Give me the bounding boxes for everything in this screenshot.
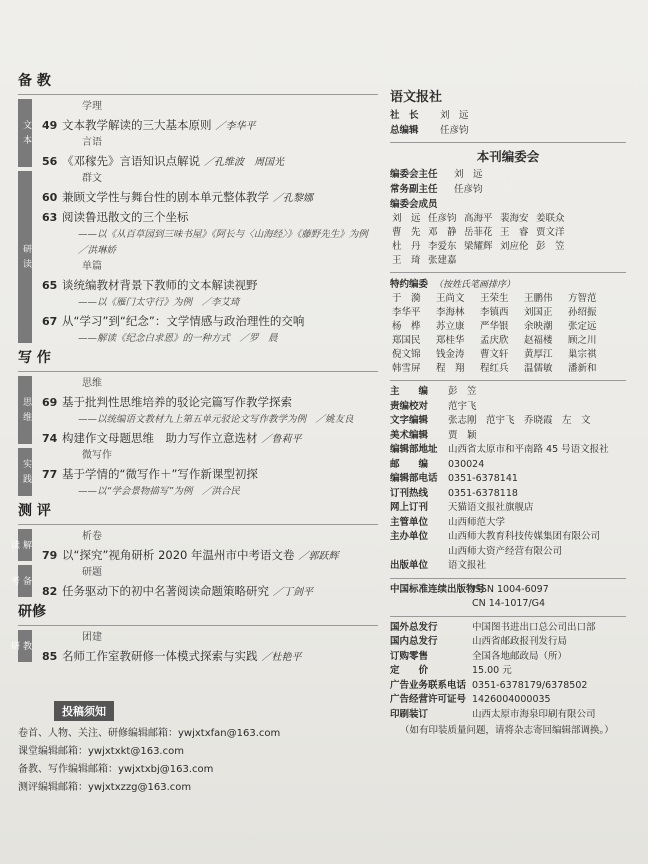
section-title: 测 评 [18, 503, 51, 519]
article-author: ／孔黎娜 [273, 193, 313, 204]
issue-row [390, 693, 626, 708]
info-label: 主管单位 [390, 516, 429, 528]
special-editor-name: 于 漪 [392, 293, 421, 304]
info-value: 山西省邮政报刊发行局 [472, 636, 568, 647]
info-value: 彭 笠 [448, 386, 477, 397]
info-label: 美术编辑 [390, 429, 429, 441]
staff-row [390, 545, 626, 560]
board-member-name: 高海平 [464, 213, 493, 224]
table-of-contents [9, 70, 378, 666]
special-editor-name: 倪文锦 [392, 349, 421, 360]
toc-entry [42, 311, 378, 331]
article-title: 《邓稼先》言语知识点解说 [62, 154, 200, 168]
role-label: 常务副主任 [390, 184, 438, 195]
info-value: 15.00 元 [472, 665, 512, 676]
column-tab: 备考 [18, 565, 32, 597]
special-editor-name: 杨 桦 [392, 321, 421, 332]
board-member-name: 李爱东 [428, 241, 457, 252]
board-member-name: 任彦钧 [428, 213, 457, 224]
toc-block [18, 376, 378, 448]
issue-row [390, 650, 626, 665]
toc-entry [42, 646, 378, 666]
page-number: 74 [42, 432, 58, 445]
section-title: 写 作 [18, 350, 51, 366]
staff-row [390, 501, 626, 516]
info-label: 广告经营许可证号 [390, 694, 467, 705]
staff-row [390, 443, 626, 458]
board-members [390, 212, 626, 268]
toc-entry [42, 275, 378, 295]
special-editor-name: 孙绍振 [568, 307, 597, 318]
column-subtitle: 微写作 [82, 450, 112, 461]
toc-entry [42, 151, 378, 171]
article-title: 构建作文母题思维 助力写作立意选材 [62, 431, 258, 445]
board-member-name: 岳菲花 [464, 227, 493, 238]
board-member-name: 杜 丹 [392, 241, 421, 252]
column-subtitle: 析卷 [82, 531, 102, 542]
toc-entry [42, 545, 378, 565]
column-subtitle: 学理 [82, 101, 102, 112]
board-role [390, 182, 626, 197]
column-subtitle: 单篇 [82, 261, 102, 272]
board-member-name: 张建嘉 [428, 255, 457, 266]
board-member-name: 邓 静 [428, 227, 457, 238]
board-member-name: 王 睿 [500, 227, 529, 238]
special-editor-name: 王鹏伟 [524, 293, 553, 304]
section-title: 备 教 [18, 73, 51, 89]
special-editor-name: 韩雪屏 [392, 363, 421, 374]
submission-email-line: 备教、写作编辑邮箱：ywjxtxbj@163.com [18, 764, 214, 775]
info-label: 中国标准连续出版物号 [390, 583, 486, 595]
article-author: ／李华平 [215, 121, 256, 132]
staff-row [390, 559, 626, 574]
special-editor-name: 郑桂华 [436, 335, 465, 346]
info-label: 网上订刊 [390, 502, 429, 513]
page-number: 85 [42, 650, 58, 663]
info-label: 编辑部地址 [390, 444, 438, 455]
info-value: 山西师大资产经营有限公司 [448, 545, 563, 557]
info-value: CN 14-1017/G4 [472, 598, 546, 609]
board-member-name: 梁耀辉 [464, 241, 493, 252]
toc-block [18, 448, 378, 500]
info-label: 订购零售 [390, 650, 429, 662]
column-subtitle: 群文 [82, 173, 102, 184]
info-value: 张志刚 范宇飞 乔晓霞 左 文 [448, 415, 591, 426]
info-value: 语文报社 [448, 560, 487, 571]
column-tab: 解读 [18, 529, 32, 561]
info-label: 主办单位 [390, 531, 429, 542]
issue-row [390, 635, 626, 650]
info-label: 邮 编 [390, 458, 429, 470]
page-number: 67 [42, 315, 58, 328]
article-author: ／郭跃辉 [298, 551, 339, 562]
special-editor-name: 李华平 [392, 307, 421, 318]
info-value: 山西省太原市和平南路 45 号语文报社 [448, 444, 609, 455]
special-editor-name: 顾之川 [568, 335, 597, 346]
issue-row [390, 621, 626, 636]
special-editor-name: 赵福楼 [524, 335, 553, 346]
special-editor-name: 曹文轩 [480, 349, 509, 360]
toc-block [9, 529, 378, 565]
info-value: 030024 [448, 458, 485, 470]
page-number: 77 [42, 468, 58, 481]
article-subtitle: ——以统编语文教材九上第五单元驳论文写作教学为例 ／姚友良 [78, 414, 354, 425]
column-tab: 教研 [18, 630, 32, 662]
special-editors [390, 292, 626, 376]
info-label: 主 编 [390, 386, 429, 397]
article-subtitle: ——以《从百草园到三味书屋》《阿长与〈山海经〉》《藤野先生》为例 [78, 229, 368, 240]
info-label: 国内总发行 [390, 636, 438, 647]
board-role [390, 167, 626, 182]
info-value: 全国各地邮政局（所） [472, 650, 568, 662]
special-editor-name: 严华银 [480, 321, 509, 332]
column-tab: 文本 [18, 99, 32, 167]
article-title: 阅读鲁迅散文的三个坐标 [62, 210, 189, 224]
article-author: ／丁剑平 [273, 587, 313, 598]
info-label: 订刊热线 [390, 487, 429, 499]
info-label: 编辑部电话 [390, 473, 438, 484]
staff-row [390, 487, 626, 502]
article-title: 基于学情的“微写作＋”写作新课型初探 [62, 467, 258, 481]
info-value: 中国图书进出口总公司出口部 [472, 621, 596, 633]
column-subtitle: 思维 [82, 378, 102, 389]
numbers-row [390, 597, 626, 612]
staff-row [390, 385, 626, 400]
page-number: 79 [42, 549, 58, 562]
board-member-name [572, 212, 608, 226]
info-value: 山西师大教育科技传媒集团有限公司 [448, 531, 601, 542]
toc-entry [42, 581, 378, 601]
board-member-name [572, 226, 608, 240]
article-author: ／孔维波 周国光 [204, 157, 284, 168]
section-divider [18, 94, 378, 95]
staff-row [390, 516, 626, 531]
page-number: 69 [42, 396, 58, 409]
special-editor-name: 巢宗祺 [568, 349, 597, 360]
info-value: 山西太原市海泉印刷有限公司 [472, 708, 596, 720]
article-title: 从“学习”到“纪念”：文学情感与政治理性的交响 [62, 314, 305, 328]
special-editor-name: 程 翔 [436, 363, 465, 374]
role-label: 总编辑 [390, 125, 419, 136]
board-member-name: 曹 先 [392, 227, 421, 238]
print-note: （如有印装质量问题，请将杂志寄回编辑部调换。） [400, 725, 614, 736]
staff-row [390, 429, 626, 444]
page-number: 56 [42, 155, 58, 168]
toc-block [18, 99, 378, 171]
info-value: 1426004000035 [472, 694, 551, 705]
role-label: 社 长 [390, 110, 419, 121]
board-member-name [500, 254, 536, 268]
article-title: 以“探究”视角研析 2020 年温州市中考语文卷 [62, 548, 295, 562]
section-divider [18, 625, 378, 626]
special-editors-label: 特约编委 （按姓氏笔画排序） [390, 279, 516, 290]
article-subtitle: ／洪琳娇 [78, 245, 117, 256]
article-author: ／杜艳平 [261, 652, 302, 663]
special-editor-name: 李海林 [436, 307, 465, 318]
column-subtitle: 言语 [82, 137, 102, 148]
info-value: 山西师范大学 [448, 516, 506, 528]
issue-row [390, 708, 626, 723]
board-member-name [536, 254, 572, 268]
article-title: 基于批判性思维培养的驳论完篇写作教学探索 [62, 395, 292, 409]
board-member-name: 彭 笠 [536, 241, 565, 252]
article-author: ／鲁莉平 [261, 434, 302, 445]
board-member-name: 贾文洋 [536, 227, 565, 238]
special-editor-name: 苏立康 [436, 321, 465, 332]
section-divider [18, 371, 378, 372]
page-number: 60 [42, 191, 58, 204]
submission-email-line: 卷首、人物、关注、研修编辑邮箱：ywjxtxfan@163.com [18, 728, 281, 739]
special-editor-name: 方智范 [568, 293, 597, 304]
special-editor-name: 王荣生 [480, 293, 509, 304]
toc-entry [42, 464, 378, 484]
special-editor-name: 程红兵 [480, 363, 509, 374]
special-editor-name: 余映潮 [524, 321, 553, 332]
numbers-row [390, 583, 626, 598]
toc-block [9, 630, 378, 666]
submission-email-line: 课堂编辑邮箱：ywjxtxkt@163.com [18, 746, 184, 757]
board-member-name [572, 240, 608, 254]
info-label: 印刷装订 [390, 708, 429, 720]
toc-entry [42, 187, 378, 207]
staff-row [390, 458, 626, 473]
board-member-name: 姜联众 [536, 213, 565, 224]
info-label: 广告业务联系电话 [390, 679, 467, 691]
board-member-name: 裴海安 [500, 213, 529, 224]
info-value: 0351-6378179/6378502 [472, 679, 588, 691]
role-label: 编委会成员 [390, 199, 438, 210]
info-value: 0351-6378118 [448, 487, 518, 499]
role-label: 编委会主任 [390, 169, 438, 180]
column-subtitle: 研题 [82, 567, 102, 578]
article-title: 文本教学解读的三大基本原则 [62, 118, 212, 132]
publisher-name: 语文报社 [390, 90, 443, 105]
info-value: 贾 颖 [448, 429, 477, 441]
staff-row [390, 400, 626, 415]
issue-row [390, 679, 626, 694]
board-member-name: 刘 远 [392, 213, 421, 224]
submission-heading: 投稿须知 [54, 701, 114, 721]
issue-row [390, 664, 626, 679]
staff-row [390, 530, 626, 545]
toc-entry [42, 115, 378, 135]
info-value: 0351-6378141 [448, 473, 518, 484]
toc-entry [42, 392, 378, 412]
article-title: 名师工作室教研修一体模式探索与实践 [62, 649, 258, 663]
publisher-role [390, 108, 626, 123]
staff-row [390, 414, 626, 429]
article-title: 任务驱动下的初中名著阅读命题策略研究 [62, 584, 269, 598]
section-title: 研修 [18, 604, 46, 620]
toc-entry [42, 207, 378, 227]
page-number: 82 [42, 585, 58, 598]
toc-block [9, 565, 378, 601]
board-member-name [572, 254, 608, 268]
toc-entry [42, 428, 378, 448]
special-editor-name: 黄厚江 [524, 349, 553, 360]
special-editor-name: 孟庆欣 [480, 335, 509, 346]
article-title: 谈统编教材背景下教师的文本解读视野 [62, 278, 258, 292]
special-editor-name: 温儒敏 [524, 363, 553, 374]
masthead [390, 88, 626, 739]
info-label: 文字编辑 [390, 415, 429, 426]
info-label: 国外总发行 [390, 621, 438, 633]
board-role [390, 197, 626, 212]
article-title: 兼顾文学性与舞台性的剧本单元整体教学 [62, 190, 269, 204]
section-divider [18, 524, 378, 525]
role-value: 刘 远 [454, 169, 483, 180]
special-editor-name: 刘国正 [524, 307, 553, 318]
column-subtitle: 团建 [82, 632, 102, 643]
info-value: 天猫语文报社旗舰店 [448, 502, 534, 513]
column-tab: 研读 [18, 171, 32, 343]
publisher-role [390, 123, 626, 138]
info-value: 范宇飞 [448, 400, 477, 412]
info-label: 定 价 [390, 665, 429, 676]
staff-row [390, 472, 626, 487]
board-member-name: 王 琦 [392, 255, 421, 266]
toc-block [18, 171, 378, 347]
role-value: 任彦钧 [440, 125, 469, 136]
column-tab: 实践 [18, 448, 32, 496]
article-subtitle: ——以“学会景物描写”为例 ／洪合民 [78, 486, 240, 497]
board-title: 本刊编委会 [476, 149, 540, 164]
role-value: 刘 远 [440, 110, 469, 121]
info-value: ISSN 1004-6097 [472, 583, 549, 595]
submission-email-line: 测评编辑邮箱：ywjxtxzzg@163.com [18, 782, 192, 793]
special-editor-name: 潘新和 [568, 363, 597, 374]
page-number: 65 [42, 279, 58, 292]
special-editor-name: 钱金涛 [436, 349, 465, 360]
special-editor-name: 王尚文 [436, 293, 465, 304]
special-editor-name: 郑国民 [392, 335, 421, 346]
column-tab: 思维 [18, 376, 32, 444]
page-number: 63 [42, 211, 58, 224]
special-editor-name: 李镇西 [480, 307, 509, 318]
board-member-name: 刘应伦 [500, 241, 529, 252]
info-label: 责编校对 [390, 400, 429, 412]
role-value: 任彦钧 [454, 184, 483, 195]
submission-notice [18, 700, 348, 797]
special-editor-name: 张定远 [568, 321, 597, 332]
info-label: 出版单位 [390, 560, 429, 571]
article-subtitle: ——以《雁门太守行》为例 ／李艾琦 [78, 297, 240, 308]
page-number: 49 [42, 119, 58, 132]
article-subtitle: ——解读《纪念白求恩》的一种方式 ／罗 晨 [78, 333, 278, 344]
board-member-name [464, 254, 500, 268]
